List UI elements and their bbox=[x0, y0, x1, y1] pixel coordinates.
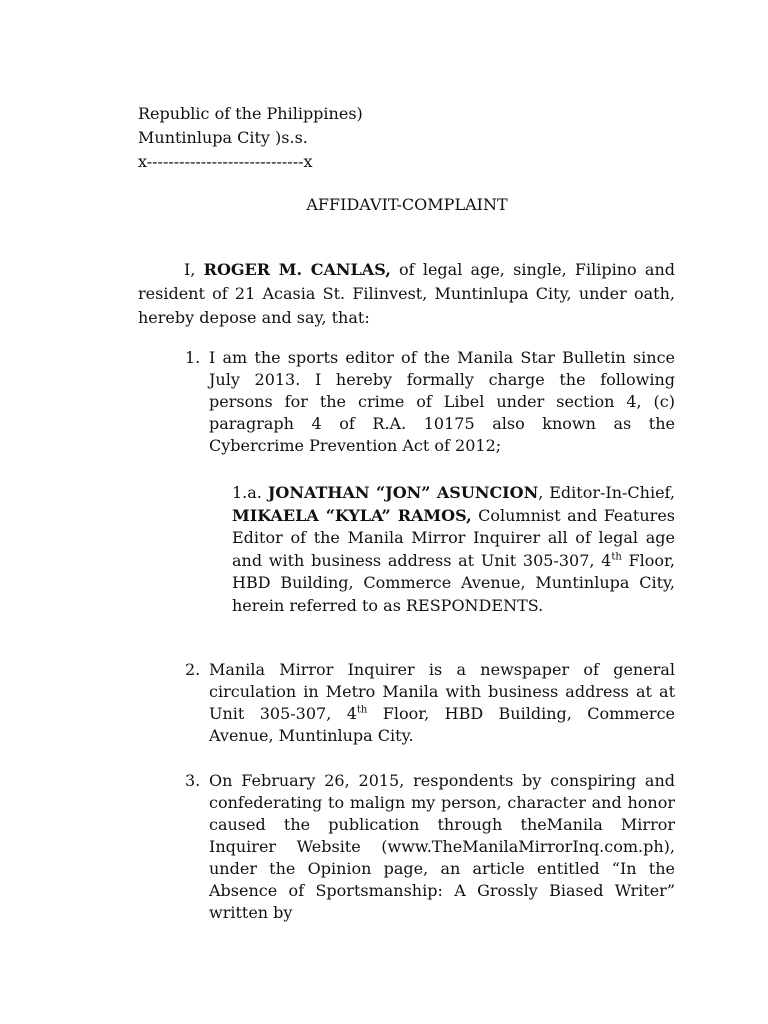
venue-caption bbox=[138, 102, 363, 174]
sub-item-label: 1.a. bbox=[232, 483, 268, 502]
intro-paragraph bbox=[138, 258, 675, 330]
item-number: 1. bbox=[185, 348, 201, 367]
affiant-name: ROGER M. CANLAS, bbox=[203, 260, 391, 279]
sub-item-text-1: , Editor-In-Chief, bbox=[538, 483, 675, 502]
caption-city: Muntinlupa City )s.s. bbox=[138, 128, 308, 147]
numbered-item-2 bbox=[185, 659, 675, 747]
sub-item-text-3: Floor, HBD Building, Commerce Avenue, Muntinlupa City, herein referred to as RESPONDENTS. bbox=[232, 550, 676, 615]
caption-republic: Republic of the Philippines) bbox=[138, 104, 363, 123]
ordinal-suffix: th bbox=[611, 551, 622, 563]
sub-item-1a bbox=[232, 482, 675, 617]
item-text: I am the sports editor of the Manila Star Bulletin since July 2013. I hereby formally charge the following persons for the crime of Libel under section 4, (c) paragraph 4 of R.A. 10175 also known as the Cybercrime Prevention Act of 2012; bbox=[209, 348, 675, 455]
respondent-name-2: MIKAELA “KYLA” RAMOS, bbox=[232, 505, 472, 525]
caption-separator: x-----------------------------x bbox=[138, 152, 313, 171]
item-text-b: Floor, HBD Building, Commerce Avenue, Muntinlupa City. bbox=[209, 704, 675, 745]
ordinal-suffix: th bbox=[356, 704, 368, 716]
numbered-item-3 bbox=[185, 770, 675, 924]
intro-rest: of legal age, single, Filipino and resident of 21 Acasia St. Filinvest, Muntinlupa City, under oath, hereby depose and say, that: bbox=[138, 260, 675, 327]
item-text: On February 26, 2015, respondents by conspiring and confederating to malign my person, character and honor caused the publication through theManila Mirror Inquirer Website (www.TheManilaMirrorInq.com.ph), under the Opinion page, an article entitled “In the Absence of Sportsmanship: A Grossly Biased Writer” written by bbox=[209, 771, 675, 922]
item-text-a: Manila Mirror Inquirer is a newspaper of general circulation in Metro Manila with business address at at Unit 305-307, 4 bbox=[209, 660, 675, 723]
item-number: 3. bbox=[185, 771, 201, 790]
sub-item-text-2: Columnist and Features Editor of the Manila Mirror Inquirer all of legal age and with business address at Unit 305-307, 4 bbox=[232, 505, 675, 570]
document-title: AFFIDAVIT-COMPLAINT bbox=[306, 195, 508, 214]
respondent-name-1: JONATHAN “JON” ASUNCION bbox=[267, 483, 539, 502]
item-number: 2. bbox=[185, 660, 201, 679]
numbered-item-1 bbox=[185, 347, 675, 457]
intro-lead: I, bbox=[184, 260, 204, 279]
